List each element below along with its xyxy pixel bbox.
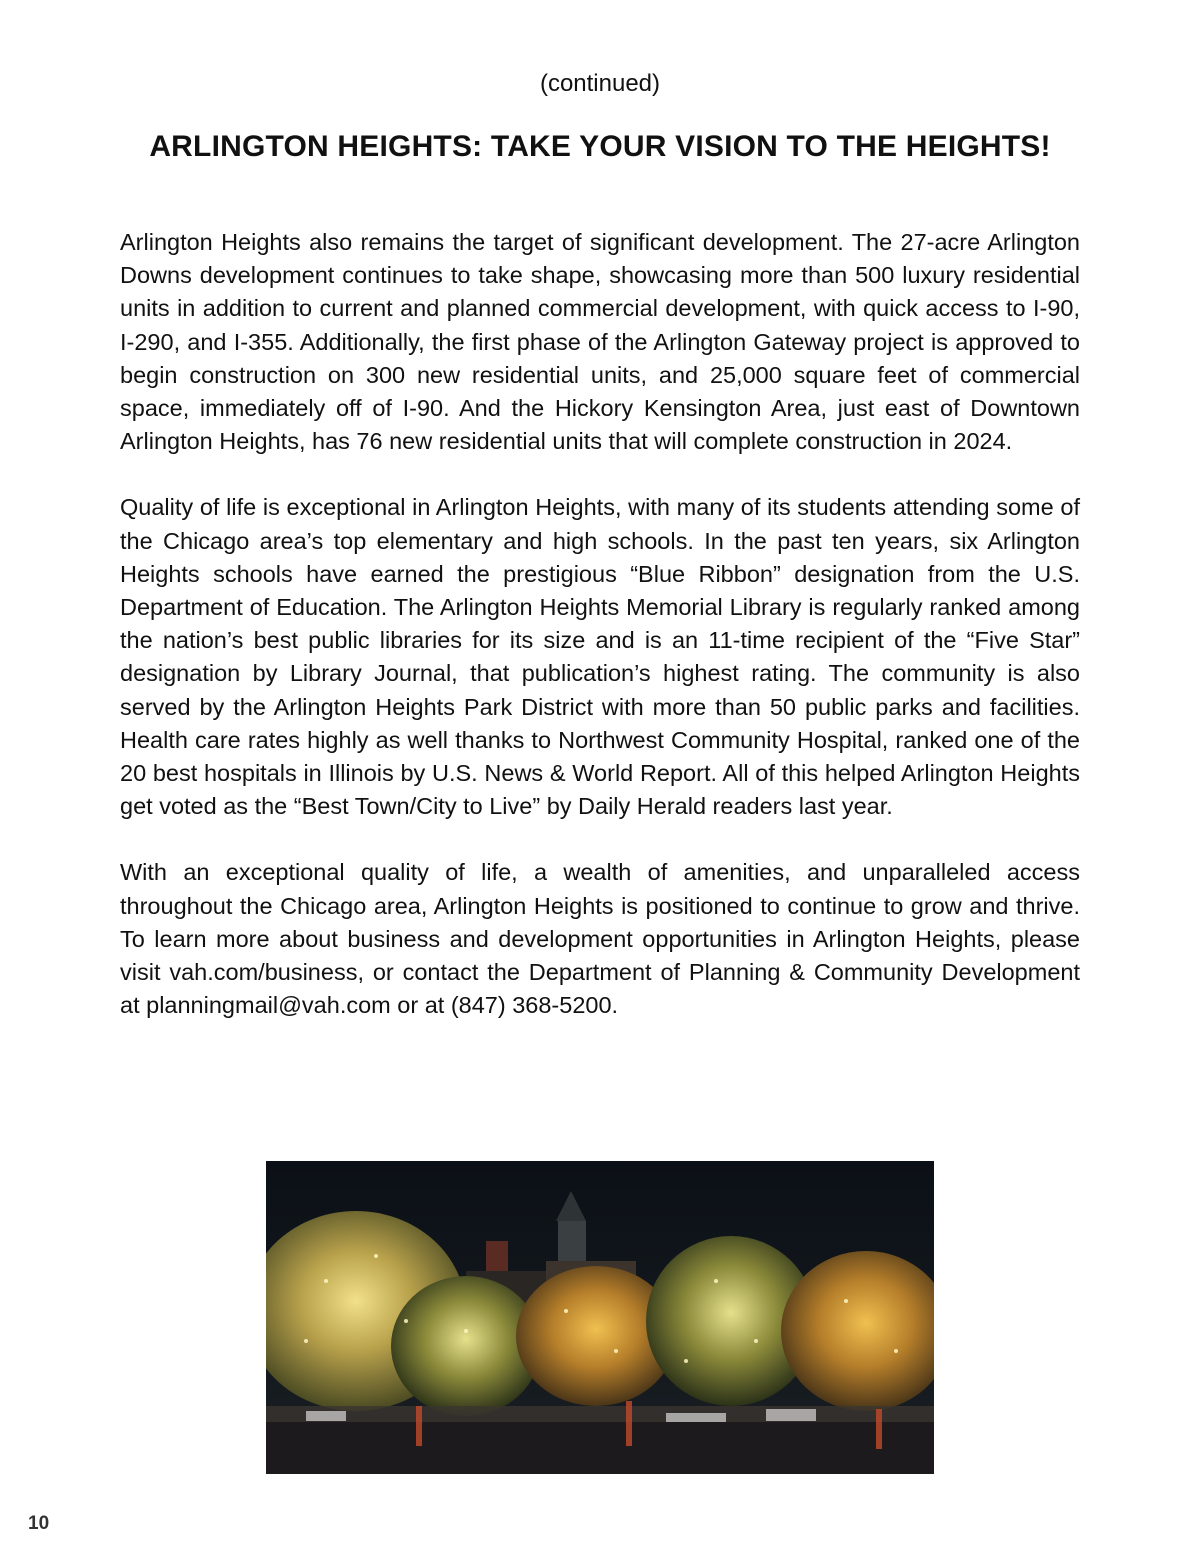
night-festival-photo — [266, 1161, 934, 1474]
page-number: 10 — [28, 1513, 50, 1534]
page-title: ARLINGTON HEIGHTS: TAKE YOUR VISION TO THE HEIGHTS! — [149, 130, 1051, 163]
continued-label: (continued) — [539, 70, 661, 97]
paragraph-quality-of-life: Quality of life is exceptional in Arlington Heights, with many of its students attending some of the Chicago area’s top elementary and high schools. In the past ten years, six Arlington Heights schools have earned the prestigious “Blue Ribbon” designation from the U.S. Department of Education. The Arlington Heights Memorial Library is regularly ranked among the nation’s best public libraries for its size and is an 11-time recipient of the “Five Star” designation by Library Journal, that publication’s highest rating. The community is also served by the Arlington Heights Park District with more than 50 public parks and facilities. Health care rates highly as well thanks to Northwest Community Hospital, ranked one of the 20 best hospitals in Illinois by U.S. News & World Report. All of this helped Arlington Heights get voted as the “Best Town/City to Live” by Daily Herald readers last year. — [120, 494, 1080, 820]
article-body — [120, 226, 1080, 1055]
paragraph-contact: With an exceptional quality of life, a wealth of amenities, and unparalleled access throughout the Chicago area, Arlington Heights is positioned to continue to grow and thrive. To learn more about business and development opportunities in Arlington Heights, please visit vah.com/business, or contact the Department of Planning & Community Development at planningmail@vah.com or at (847) 368-5200. — [120, 859, 1080, 1019]
paragraph-development: Arlington Heights also remains the target of significant development. The 27-acre Arlington Downs development continues to take shape, showcasing more than 500 luxury residential units in addition to current and planned commercial development, with quick access to I-90, I-290, and I-355. Additionally, the first phase of the Arlington Gateway project is approved to begin construction on 300 new residential units, and 25,000 square feet of commercial space, immediately off of I-90. And the Hickory Kensington Area, just east of Downtown Arlington Heights, has 76 new residential units that will complete construction in 2024. — [120, 229, 1080, 455]
